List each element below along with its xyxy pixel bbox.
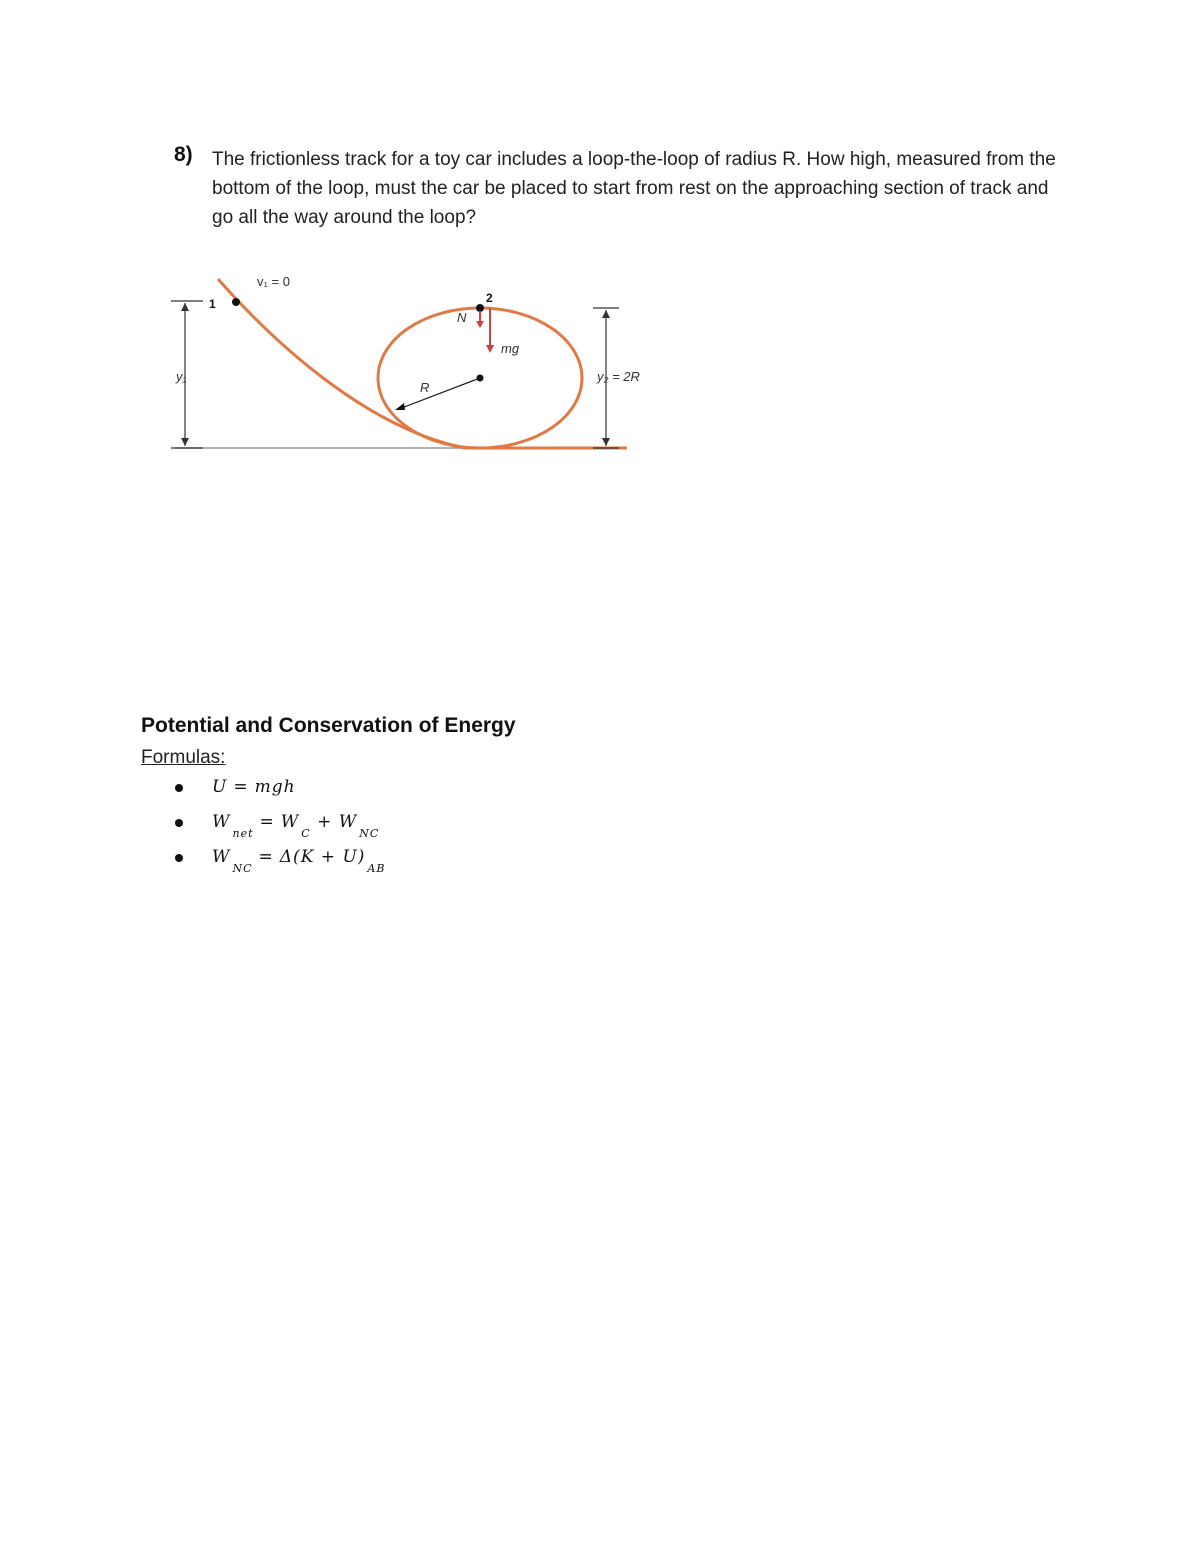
formula-operator: =	[259, 812, 275, 832]
formulas-label: Formulas:	[141, 747, 226, 768]
question-number: 8)	[174, 143, 193, 166]
formula-rhs: Δ(K + U)	[279, 847, 366, 867]
v1-label: v₁ = 0	[257, 274, 290, 289]
formula-lhs: W	[212, 847, 231, 867]
y2-label: y₂ = 2R	[597, 369, 640, 384]
approach-track	[218, 279, 465, 448]
y1-label: y₁	[176, 369, 187, 384]
gravity-force-arrowhead-icon	[486, 345, 494, 353]
loop-the-loop-figure	[165, 265, 685, 465]
point2-label: 2	[486, 291, 493, 305]
bullet-icon	[175, 784, 183, 792]
section-title: Potential and Conservation of Energy	[141, 714, 516, 737]
question-text: The frictionless track for a toy car includes a loop-the-loop of radius R. How high, measured from the bottom of the loop, must the car be placed to start from rest on the approaching section of track and go all the way around the loop?	[212, 149, 1056, 228]
formula-lhs-subscript: net	[232, 827, 254, 840]
radius-arrow-icon	[395, 403, 405, 410]
formula-lhs: W	[212, 812, 231, 832]
point1-label: 1	[209, 297, 216, 311]
formula-nonconservative-work	[212, 847, 386, 875]
formula-net-work	[212, 812, 380, 840]
formula-rhs-subscript: AB	[367, 862, 386, 875]
normal-force-label: N	[457, 310, 467, 325]
radius-line	[399, 378, 480, 409]
formula-operator: =	[233, 777, 249, 797]
bullet-icon	[175, 819, 183, 827]
formula-item	[175, 811, 841, 846]
energy-section	[141, 712, 841, 881]
car-position-2	[476, 304, 484, 312]
formula-extra-term: + W	[317, 812, 358, 832]
gravity-force-label: mg	[501, 341, 520, 356]
bullet-icon	[175, 854, 183, 862]
formula-rhs: mgh	[254, 777, 296, 797]
formula-potential-energy	[212, 777, 296, 797]
car-position-1	[232, 298, 240, 306]
formula-extra-subscript: NC	[359, 827, 380, 840]
formula-list	[141, 776, 841, 881]
loop-diagram	[165, 265, 685, 460]
formula-rhs-subscript: C	[301, 827, 311, 840]
formula-item	[175, 776, 841, 811]
radius-label: R	[420, 380, 430, 395]
formula-rhs: W	[280, 812, 300, 832]
formula-lhs-subscript: NC	[232, 862, 253, 875]
normal-force-arrowhead-icon	[476, 321, 484, 328]
formula-lhs: U	[212, 777, 228, 797]
formula-item	[175, 846, 841, 881]
formula-operator: =	[258, 847, 274, 867]
